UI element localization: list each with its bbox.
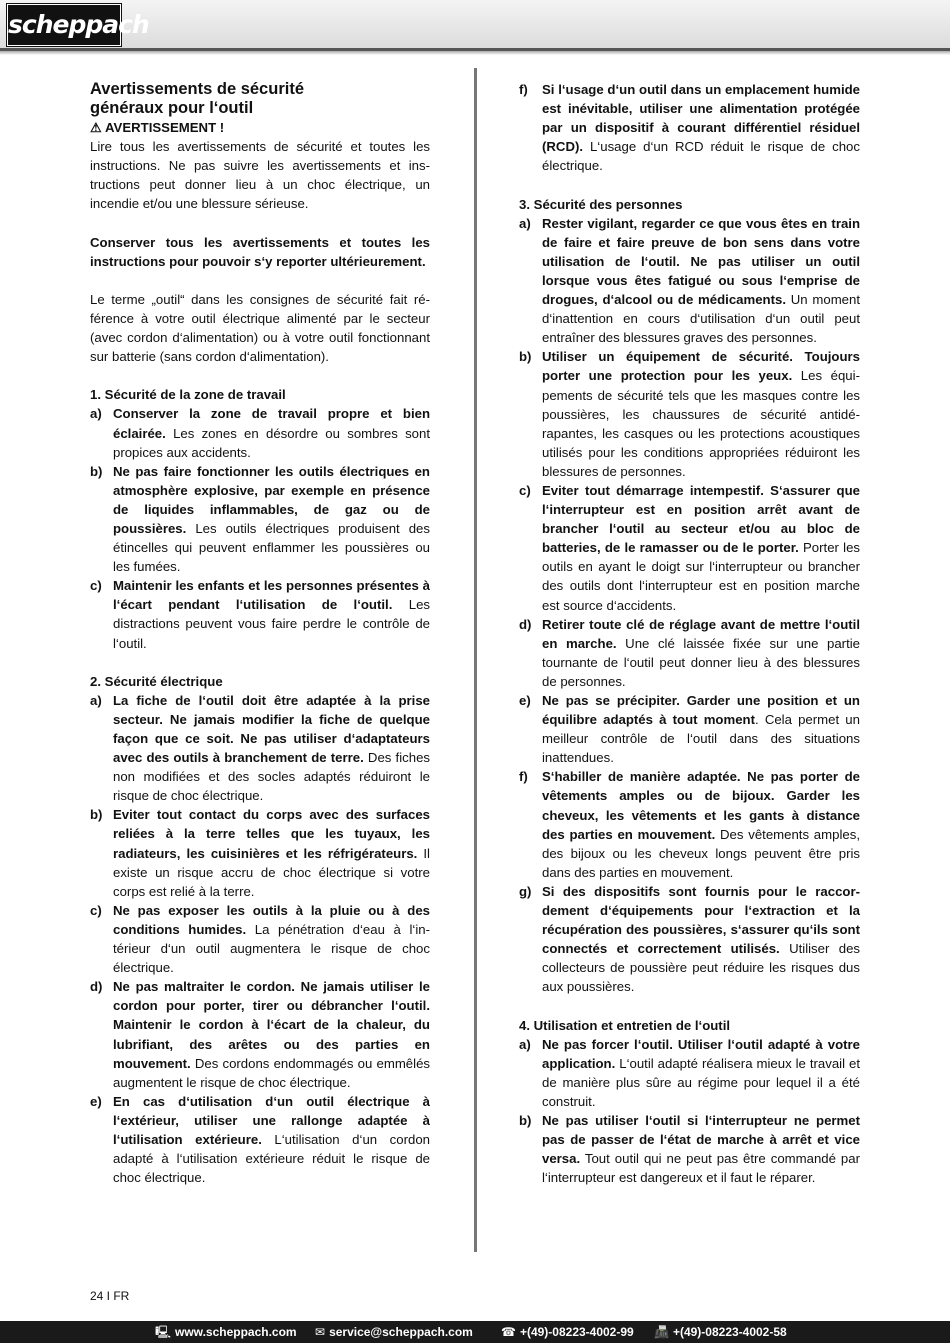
left-column: [90, 80, 430, 1187]
item-letter: a): [90, 692, 102, 708]
list-item: [90, 462, 430, 577]
title-line-2: généraux pour l‘outil: [90, 99, 254, 117]
list-item: [90, 977, 430, 1092]
section-3-title: 3. Sécurité des personnes: [519, 196, 683, 212]
item-text: Porter les outils en ayant le doigt sur l‘interrupteur ou brancher des outils dont l‘interrupteur est en position marche est source d‘accidents.: [542, 540, 860, 613]
item-bold: Maintenir les enfants et les personnes présentes à l‘écart pendant l‘utilisation de l‘outil.: [113, 578, 430, 613]
footer-web-text: www.scheppach.com: [175, 1325, 297, 1339]
section-2-continued: [519, 80, 860, 175]
list-item: [519, 767, 860, 882]
page-title: [90, 80, 430, 118]
section-4-title: 4. Utilisation et entretien de l‘outil: [519, 1017, 731, 1033]
item-text: Les équipements de sécurité tels que les masques contre les poussières, les chaussures de sécurité antidérapantes, les casques ou les protections acoustiques utilisés pour les conditions appropriées réduiront les blessures de personnes.: [542, 368, 860, 479]
right-column: [519, 80, 860, 1187]
item-letter: c): [519, 482, 531, 498]
section-1-title: 1. Sécurité de la zone de travail: [90, 387, 286, 403]
item-text: Des fiches non modifiées et des socles adaptés réduiront le risque de choc électrique.: [113, 750, 431, 804]
list-item: [519, 347, 860, 481]
item-letter: g): [519, 883, 532, 899]
list-item: [519, 882, 860, 997]
item-bold: Rester vigilant, regarder ce que vous êtes en train de faire et faire preuve de bon sens dans votre utilisation de l‘outil. Ne pas utiliser un outil lorsque vous êtes fatigué ou sous l‘emprise de drogues, d‘alcool ou de médicaments.: [542, 215, 860, 308]
item-bold: Ne pas exposer les outils à la pluie ou à des conditions humides.: [113, 902, 430, 937]
footer-email-text: service@scheppach.com: [329, 1325, 473, 1339]
list-item: [519, 615, 860, 691]
item-text: Il existe un risque accru de choc électrique si votre corps est relié à la terre.: [113, 845, 430, 899]
item-text: Une clé laissée fixée sur une partie tournante de l‘outil peut donner lieu à des blessures de personnes.: [542, 635, 860, 689]
footer-phone-text: +(49)-08223-4002-99: [519, 1325, 634, 1339]
item-letter: c): [90, 902, 102, 918]
term-definition: Le terme „outil“ dans les consignes de sécurité fait référence à votre outil électrique alimenté par le secteur (avec cordon d‘alimentation) ou à votre outil fonctionnant sur batterie (sans cordon d‘alimentation).: [90, 291, 430, 365]
list-item: [519, 1035, 860, 1111]
footer-bar: [0, 1321, 950, 1343]
intro-paragraph: Lire tous les avertissements de sécurité et toutes les instructions. Ne pas suivre les avertissements et instructions peut donner lieu à un choc électrique, un incendie et/ou une blessure sérieuse.: [90, 139, 430, 212]
list-item: [519, 214, 860, 348]
footer-web[interactable]: [155, 1321, 297, 1343]
item-letter: f): [519, 769, 528, 785]
item-text: Les outils électriques produisent des étincelles qui peuvent enflammer les poussières ou les fumées.: [113, 520, 430, 575]
item-bold: Ne pas forcer l‘outil. Utiliser l‘outil adapté à votre application.: [542, 1036, 860, 1071]
list-item: [90, 805, 430, 900]
item-bold: Conserver la zone de travail propre et bien éclairée.: [113, 406, 430, 441]
list-item: [519, 691, 860, 767]
scheppach-logo: scheppach: [7, 4, 121, 46]
page-number: 24 I FR: [90, 1289, 130, 1303]
list-item: [90, 901, 430, 977]
footer-phone: [501, 1321, 634, 1343]
item-letter: d): [90, 979, 103, 995]
item-bold: Si des dispositifs sont fournis pour le raccordement d‘équipements pour l‘extraction et la récupération des poussières, s‘assurer qu‘ils sont connectés et correctement utilisés.: [542, 883, 860, 957]
section-4-list: [519, 1035, 860, 1188]
item-bold: Eviter tout contact du corps avec des surfaces reliées à la terre telles que les tuyaux, les radiateurs, les cuisinières et les réfrigérateurs.: [113, 807, 430, 861]
item-text: Des vêtements amples, des bijoux ou les cheveux longs peuvent être pris dans des parties en mouvement.: [542, 826, 860, 880]
item-letter: a): [519, 1036, 531, 1052]
item-bold: Ne pas maltraiter le cordon. Ne jamais utiliser le cordon pour porter, tirer ou débrancher l‘outil. Maintenir le cordon à l‘écart de la chaleur, du lubrifiant, des arêtes ou des parties en mouvement.: [113, 979, 430, 1071]
list-item: [90, 1092, 430, 1187]
section-1-list: [90, 404, 430, 652]
item-text: Les zones en désordre ou sombres sont propices aux accidents.: [113, 425, 430, 460]
section-2-list: [90, 691, 430, 1187]
item-letter: a): [90, 406, 102, 422]
item-bold: La fiche de l‘outil doit être adaptée à la prise secteur. Ne jamais modifier la fiche de quelque façon que ce soit. Ne pas utiliser d‘adaptateurs avec des outils à branchement de terre.: [113, 692, 430, 766]
column-divider: [474, 68, 477, 1252]
section-3-list: [519, 214, 860, 997]
item-bold: Ne pas utiliser l‘outil si l‘interrupteur ne permet pas de passer de l‘état de marche à arrêt et vice versa.: [542, 1113, 860, 1167]
item-text: Un moment d‘inattention en cours d‘utilisation d‘un outil peut entraîner des blessures graves des personnes.: [542, 292, 861, 346]
title-line-1: Avertissements de sécurité: [90, 80, 304, 98]
list-item: [90, 691, 430, 806]
item-letter: d): [519, 616, 532, 632]
item-text: Tout outil qui ne peut pas être commandé par l‘interrupteur est dangereux et il faut le réparer.: [542, 1151, 860, 1186]
item-bold: En cas d‘utilisation d‘un outil électrique à l‘extérieur, utiliser une rallonge adaptée à l‘utilisation extérieure.: [113, 1093, 430, 1147]
item-text: Utiliser des collecteurs de poussière peut réduire les risques dus aux poussières.: [542, 941, 861, 995]
section-2-title: 2. Sécurité électrique: [90, 673, 223, 689]
header-shadow: [0, 51, 950, 55]
item-bold: Eviter tout démarrage intempestif. S‘assurer que l‘interrupteur est en position arrêt avant de brancher l‘outil au secteur et/ou au bloc de batteries, de le ramasser ou de le porter.: [542, 482, 860, 556]
list-item: [519, 481, 860, 615]
item-letter: a): [519, 215, 531, 231]
item-text: La pénétration d‘eau à l‘intérieur d‘un outil augmentera le risque de choc électrique.: [113, 921, 431, 976]
item-letter: e): [519, 693, 531, 708]
item-letter: c): [90, 578, 102, 594]
footer-fax-text: +(49)-08223-4002-58: [672, 1325, 787, 1339]
warning-label: ⚠ AVERTISSEMENT !: [90, 120, 225, 135]
list-item: [519, 80, 860, 175]
list-item: [90, 404, 430, 461]
phone-icon: ☎: [501, 1325, 516, 1339]
footer-fax: [654, 1321, 787, 1343]
computer-icon: 🖳: [155, 1325, 172, 1339]
footer-email[interactable]: [315, 1321, 473, 1343]
item-bold: Ne pas se précipiter. Garder une position et un équilibre adaptés à tout moment: [542, 693, 860, 728]
list-item: [90, 576, 430, 652]
item-bold: Retirer toute clé de réglage avant de mettre l‘outil en marche.: [542, 616, 860, 651]
item-letter: b): [90, 463, 103, 479]
item-bold: S‘habiller de manière adaptée. Ne pas porter de vêtements amples ou de bijoux. Garder les cheveux, les vêtements et les gants à distance des parties en mouvement.: [542, 769, 860, 842]
item-text: L‘outil adapté réalisera mieux le travail et de manière plus sûre au régime pour lequel il a été construit.: [542, 1055, 860, 1109]
item-letter: b): [90, 807, 103, 823]
item-bold: Ne pas faire fonctionner les outils électriques en atmosphère explosive, par exemple en présence de liquides inflammables, de gaz ou de poussières.: [113, 463, 430, 536]
item-text: Les distractions peuvent vous faire perdre le contrôle de l‘outil.: [113, 597, 430, 651]
item-text: Des cordons endommagés ou emmêlés augmentent le risque de choc électrique.: [113, 1055, 430, 1090]
item-bold: Utiliser un équipement de sécurité. Toujours porter une protection pour les yeux.: [542, 349, 860, 384]
item-letter: e): [90, 1093, 102, 1109]
item-text: L‘utilisation d‘un cordon adapté à l‘utilisation extérieure réduit le risque de choc électrique.: [113, 1131, 430, 1186]
item-text: . Cela permet un meilleur contrôle de l‘outil dans des situations inattendues.: [542, 712, 860, 766]
item-text: L‘usage d‘un RCD réduit le risque de choc électrique.: [542, 139, 860, 174]
item-bold: Si l‘usage d‘un outil dans un emplacement humide est inévitable, utiliser une alimentation protégée par un dispositif à courant différentiel résiduel (RCD).: [542, 82, 860, 155]
item-letter: b): [519, 1113, 532, 1129]
fax-icon: 📠: [654, 1325, 669, 1339]
item-letter: b): [519, 349, 532, 365]
keep-instructions: Conserver tous les avertissements et toutes les instructions pour pouvoir s‘y reporter ultérieurement.: [90, 234, 430, 269]
mail-icon: ✉: [315, 1325, 326, 1339]
item-letter: f): [519, 82, 528, 97]
list-item: [519, 1111, 860, 1187]
